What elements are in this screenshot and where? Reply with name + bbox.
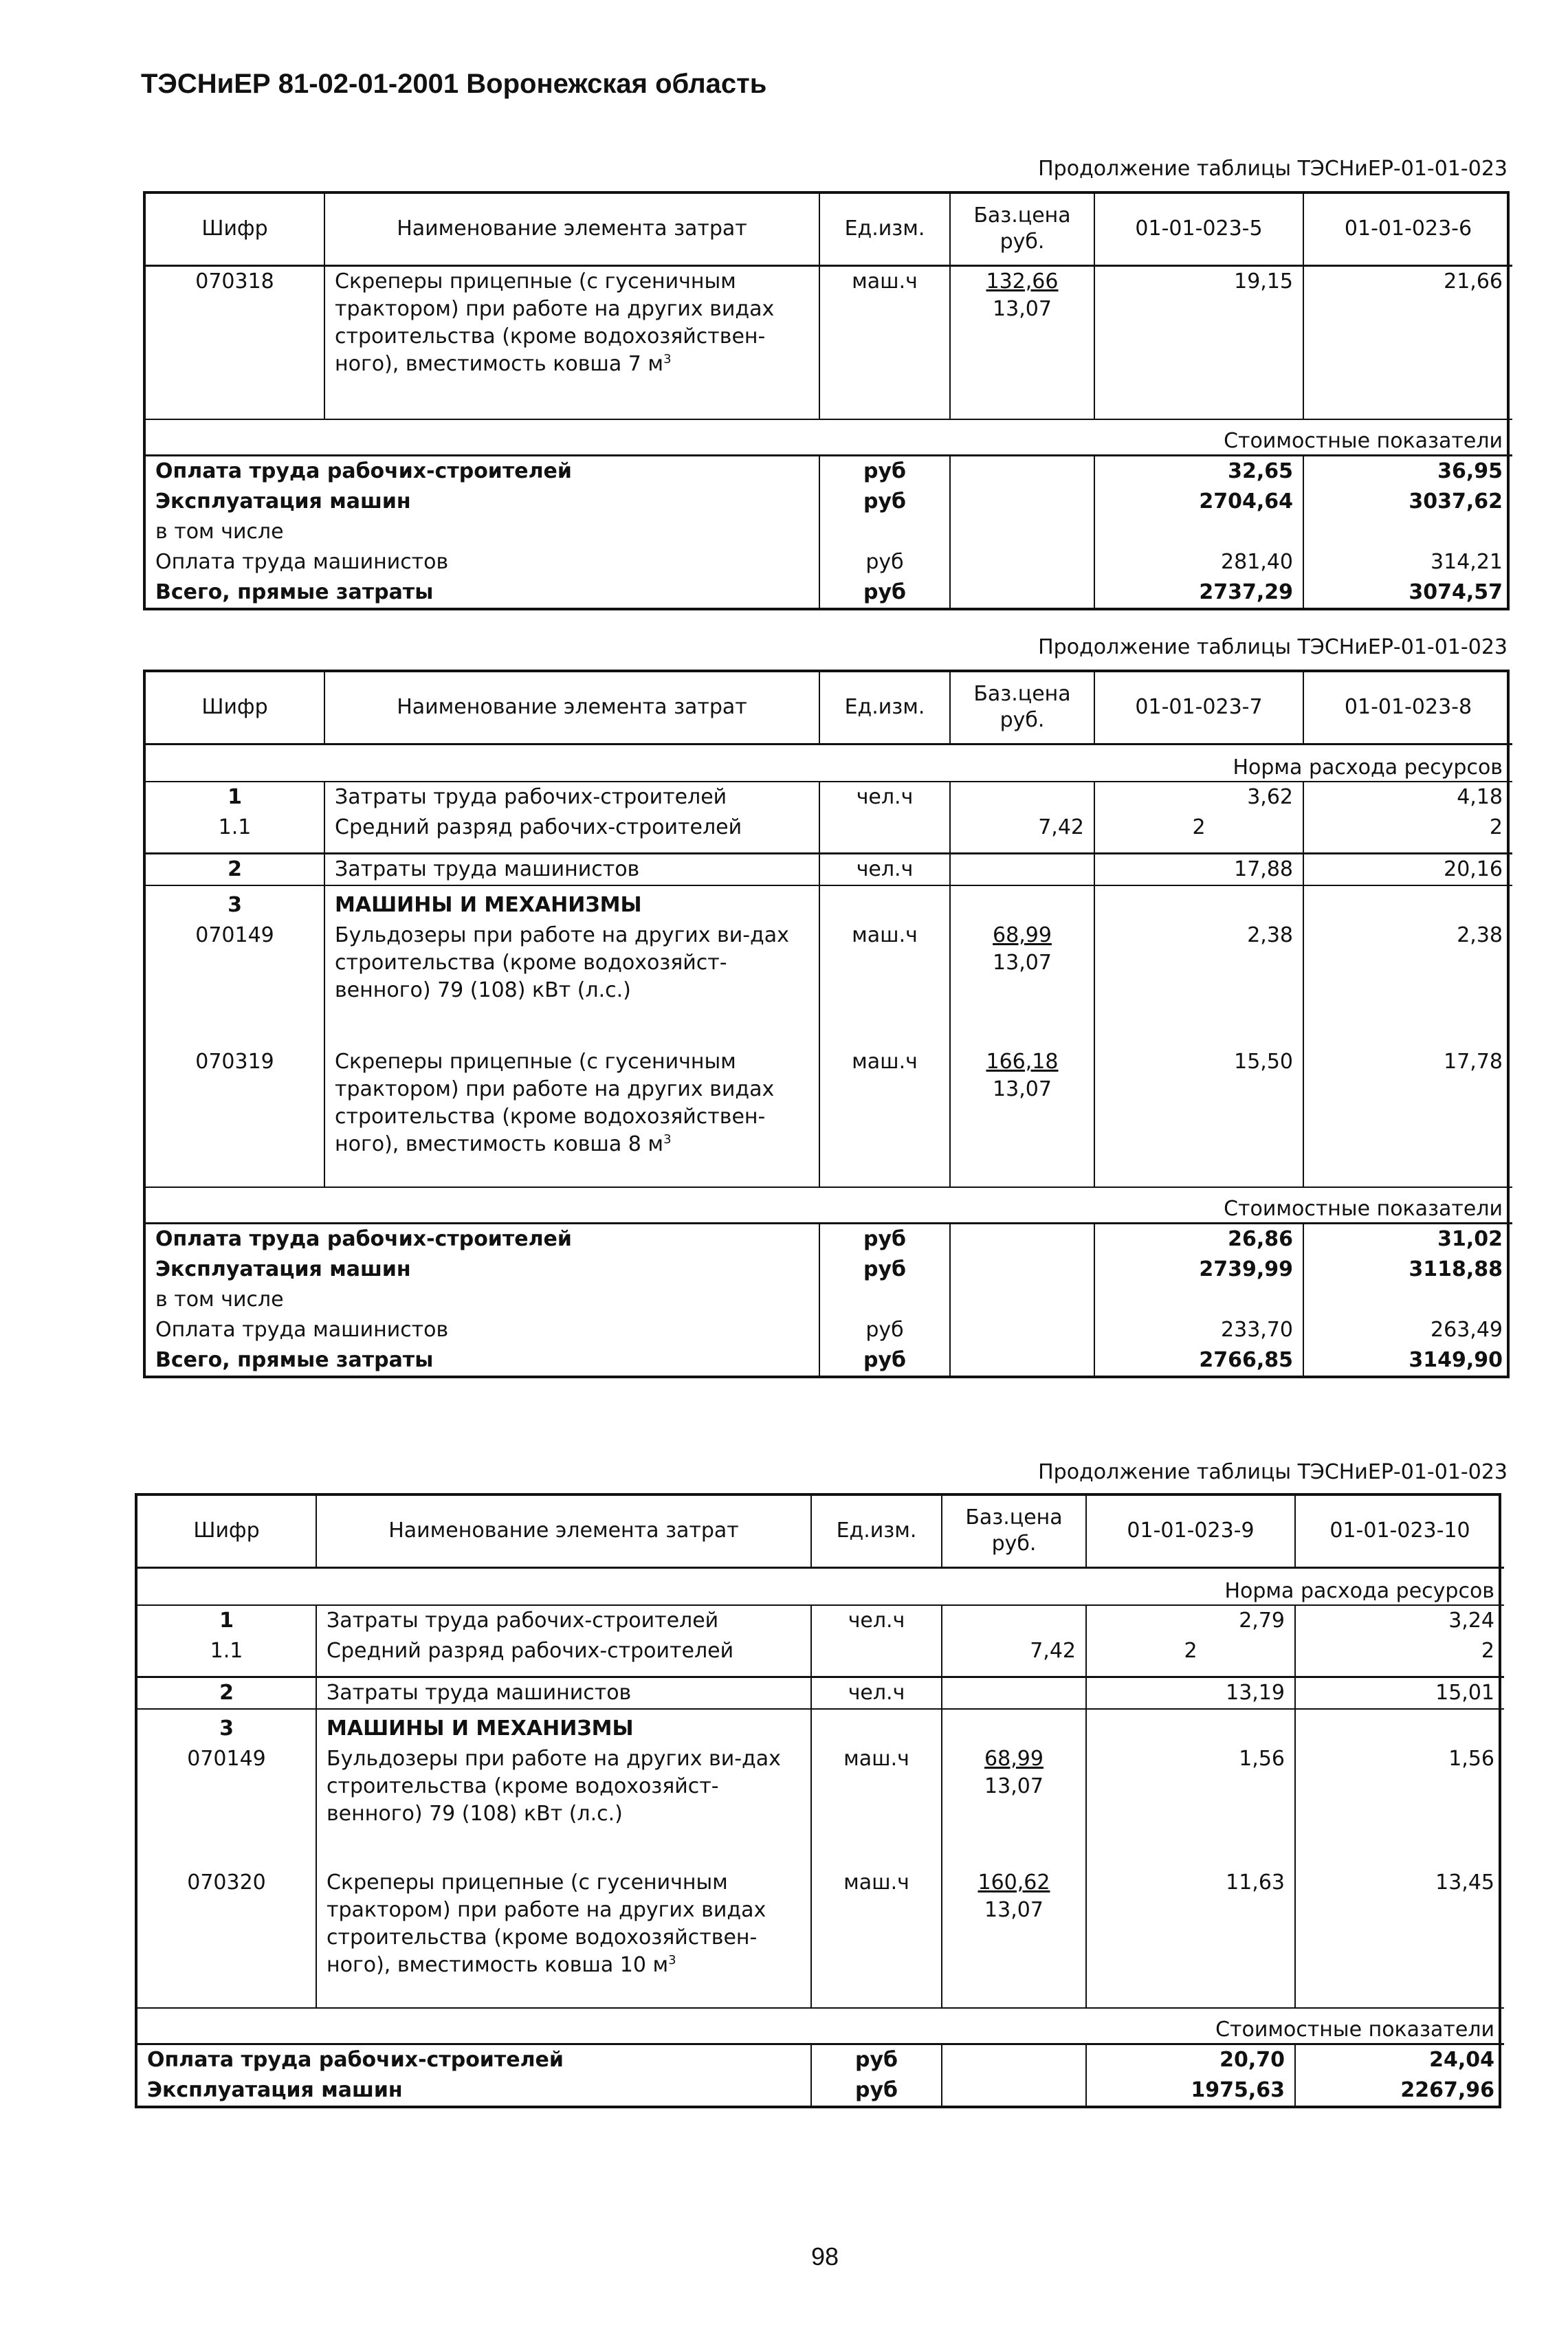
summary-value: 24,04 <box>1295 2044 1504 2076</box>
header-code: Шифр <box>146 194 324 265</box>
row-value: 2,79 <box>1086 1605 1295 1636</box>
row-label: Средний разряд рабочих-строителей <box>316 1636 811 1677</box>
summary-label: Эксплуатация машин <box>155 489 411 514</box>
row-label: Затраты труда машинистов <box>316 1677 811 1710</box>
row-number: 3 <box>219 1717 234 1741</box>
row-number: 1.1 <box>210 1638 243 1663</box>
item-value-1: 1,56 <box>1086 1744 1295 1868</box>
item-name: Скреперы прицепные (с гусеничным трактором) при работе на других видах строительства (кроме водохозяйствен-ного), вместимость ковша 10 $м^3$ <box>316 1868 811 2008</box>
cost-table-1 <box>143 191 1510 610</box>
summary-value: 3149,90 <box>1303 1345 1512 1376</box>
row-price: 7,42 <box>942 1636 1086 1677</box>
summary-label: Оплата труда рабочих-строителей <box>137 2044 811 2076</box>
header-col-1: 01-01-023-5 <box>1094 194 1303 265</box>
header-unit: Ед.изм. <box>819 672 950 744</box>
summary-unit: руб <box>819 547 950 577</box>
row-number: 1 <box>146 782 324 813</box>
summary-label: Эксплуатация машин <box>147 2078 403 2102</box>
item-code: 070319 <box>195 1050 274 1074</box>
header-code: Шифр <box>146 672 324 744</box>
row-value: 2 <box>1086 1636 1295 1677</box>
table-row <box>146 1345 1512 1376</box>
item-unit: маш.ч <box>819 920 950 1047</box>
item-value-1: 11,63 <box>1086 1868 1295 2008</box>
cost-indicators-label: Стоимостные показатели <box>146 1187 1512 1224</box>
summary-unit: руб <box>819 1345 950 1376</box>
item-value-1: 19,15 <box>1094 265 1303 419</box>
row-label: Затраты труда машинистов <box>324 854 819 886</box>
summary-unit: руб <box>819 456 950 487</box>
summary-value: 3118,88 <box>1303 1255 1512 1285</box>
summary-value: 36,95 <box>1303 456 1512 487</box>
item-price: 68,99 13,07 <box>950 920 1094 1047</box>
header-col-1: 01-01-023-9 <box>1086 1496 1295 1567</box>
row-unit: чел.ч <box>811 1605 942 1636</box>
resource-norm-label: Норма расхода ресурсов <box>1224 1578 1494 1603</box>
table-row <box>146 1047 1512 1187</box>
summary-value: 263,49 <box>1303 1315 1512 1345</box>
cost-indicators-label: Стоимостные показатели <box>137 2008 1504 2044</box>
summary-label: в том числе <box>155 1288 284 1312</box>
summary-value: 3074,57 <box>1303 577 1512 608</box>
summary-label: Всего, прямые затраты <box>155 1348 434 1372</box>
item-unit: маш.ч <box>819 265 950 419</box>
header-col-2: 01-01-023-8 <box>1303 672 1512 744</box>
item-value-2: 21,66 <box>1303 265 1512 419</box>
row-label: Затраты труда рабочих-строителей <box>316 1605 811 1636</box>
summary-value: 281,40 <box>1094 547 1303 577</box>
header-unit: Ед.изм. <box>819 194 950 265</box>
item-code: 070320 <box>187 1870 266 1895</box>
summary-value: 2267,96 <box>1295 2075 1504 2106</box>
item-value-1: 15,50 <box>1094 1047 1303 1187</box>
table-row <box>146 885 1512 920</box>
row-value: 15,01 <box>1295 1677 1504 1710</box>
item-price: 68,99 13,07 <box>942 1744 1086 1868</box>
summary-label: Оплата труда рабочих-строителей <box>146 456 819 487</box>
resource-norm-label: Норма расхода ресурсов <box>1233 755 1503 780</box>
row-value: 2 <box>1303 813 1512 854</box>
table-row <box>146 854 1512 886</box>
item-unit: маш.ч <box>819 1047 950 1187</box>
summary-unit: руб <box>819 487 950 517</box>
item-name: Бульдозеры при работе на других ви-дах строительства (кроме водохозяйст-венного) 79 (108) кВт (л.с.) <box>316 1744 811 1868</box>
row-label: Затраты труда рабочих-строителей <box>324 782 819 813</box>
row-number: 1.1 <box>218 815 252 839</box>
table-row <box>146 265 1512 419</box>
summary-value: 233,70 <box>1094 1315 1303 1345</box>
header-unit: Ед.изм. <box>811 1496 942 1567</box>
summary-label: Оплата труда рабочих-строителей <box>146 1224 819 1255</box>
table-row <box>146 487 1512 517</box>
summary-value: 32,65 <box>1094 456 1303 487</box>
item-name: Скреперы прицепные (с гусеничным трактором) при работе на других видах строительства (кроме водохозяйствен-ного), вместимость ковша 7 $м^3$ <box>324 265 819 419</box>
table-row <box>137 1744 1504 1868</box>
item-value-1: 2,38 <box>1094 920 1303 1047</box>
row-number: 2 <box>146 854 324 886</box>
table-row <box>146 782 1512 813</box>
continuation-caption: Продолжение таблицы ТЭСНиЕР-01-01-023 <box>1038 1460 1508 1484</box>
summary-unit: руб <box>811 2075 942 2106</box>
summary-unit: руб <box>811 2044 942 2076</box>
page-number: 98 <box>811 2242 839 2271</box>
summary-value: 2737,29 <box>1094 577 1303 608</box>
cost-indicators-label: Стоимостные показатели <box>146 419 1512 456</box>
table-row <box>137 2044 1504 2076</box>
summary-value: 1975,63 <box>1086 2075 1295 2106</box>
table-row <box>137 1605 1504 1636</box>
row-value: 13,19 <box>1086 1677 1295 1710</box>
header-base-price: Баз.цена руб. <box>950 672 1094 744</box>
table-row <box>146 1315 1512 1345</box>
summary-label: Всего, прямые затраты <box>155 580 434 604</box>
summary-unit: руб <box>819 1315 950 1345</box>
row-number: 1 <box>137 1605 316 1636</box>
table-row <box>146 547 1512 577</box>
header-code: Шифр <box>137 1496 316 1567</box>
summary-unit: руб <box>819 1255 950 1285</box>
row-unit: чел.ч <box>811 1677 942 1710</box>
summary-label: Оплата труда машинистов <box>155 550 449 574</box>
row-unit: чел.ч <box>819 782 950 813</box>
item-code: 070149 <box>195 923 274 947</box>
continuation-caption: Продолжение таблицы ТЭСНиЕР-01-01-023 <box>1038 635 1508 659</box>
table-row <box>146 577 1512 608</box>
item-price: 132,66 13,07 <box>950 265 1094 419</box>
table-row <box>137 1636 1504 1677</box>
item-price: 160,62 13,07 <box>942 1868 1086 2008</box>
row-value: 2 <box>1295 1636 1504 1677</box>
item-code: 070149 <box>187 1747 266 1771</box>
table-row <box>146 1285 1512 1315</box>
summary-value: 2766,85 <box>1094 1345 1303 1376</box>
continuation-caption: Продолжение таблицы ТЭСНиЕР-01-01-023 <box>1038 157 1508 181</box>
row-number: 2 <box>137 1677 316 1710</box>
table-row <box>137 1868 1504 2008</box>
header-col-2: 01-01-023-10 <box>1295 1496 1504 1567</box>
header-base-price: Баз.цена руб. <box>950 194 1094 265</box>
row-value: 2 <box>1094 813 1303 854</box>
table-row <box>146 1255 1512 1285</box>
item-value-2: 1,56 <box>1295 1744 1504 1868</box>
item-name: Скреперы прицепные (с гусеничным трактором) при работе на других видах строительства (кроме водохозяйствен-ного), вместимость ковша 8 $м^3$ <box>324 1047 819 1187</box>
item-unit: маш.ч <box>811 1868 942 2008</box>
summary-unit: руб <box>819 577 950 608</box>
item-value-2: 13,45 <box>1295 1868 1504 2008</box>
table-row <box>146 920 1512 1047</box>
item-price: 166,18 13,07 <box>950 1047 1094 1187</box>
item-code: 070318 <box>195 269 274 294</box>
row-unit: чел.ч <box>819 854 950 886</box>
summary-value: 3037,62 <box>1303 487 1512 517</box>
table-row <box>146 456 1512 487</box>
header-col-1: 01-01-023-7 <box>1094 672 1303 744</box>
item-unit: маш.ч <box>811 1744 942 1868</box>
item-value-2: 2,38 <box>1303 920 1512 1047</box>
row-value: 17,88 <box>1094 854 1303 886</box>
cost-table-3 <box>135 1493 1501 2108</box>
table-row <box>146 813 1512 854</box>
cost-table-2 <box>143 670 1510 1378</box>
section-heading: МАШИНЫ И МЕХАНИЗМЫ <box>324 885 819 920</box>
item-value-2: 17,78 <box>1303 1047 1512 1187</box>
header-name: Наименование элемента затрат <box>324 672 819 744</box>
summary-label: Оплата труда машинистов <box>155 1318 449 1342</box>
row-number: 3 <box>228 893 242 917</box>
summary-label: Эксплуатация машин <box>155 1257 411 1281</box>
row-value: 3,24 <box>1295 1605 1504 1636</box>
summary-value: 31,02 <box>1303 1224 1512 1255</box>
summary-value: 20,70 <box>1086 2044 1295 2076</box>
header-col-2: 01-01-023-6 <box>1303 194 1512 265</box>
summary-value: 26,86 <box>1094 1224 1303 1255</box>
summary-value: 314,21 <box>1303 547 1512 577</box>
summary-value: 2739,99 <box>1094 1255 1303 1285</box>
row-label: Средний разряд рабочих-строителей <box>324 813 819 854</box>
table-row <box>146 517 1512 547</box>
table-row <box>137 2075 1504 2106</box>
table-row <box>137 1677 1504 1710</box>
document-title: ТЭСНиЕР 81-02-01-2001 Воронежская область <box>141 69 767 99</box>
section-heading: МАШИНЫ И МЕХАНИЗМЫ <box>316 1709 811 1744</box>
row-price: 7,42 <box>950 813 1094 854</box>
header-base-price: Баз.цена руб. <box>942 1496 1086 1567</box>
summary-value: 2704,64 <box>1094 487 1303 517</box>
item-name: Бульдозеры при работе на других ви-дах строительства (кроме водохозяйст-венного) 79 (108) кВт (л.с.) <box>324 920 819 1047</box>
header-name: Наименование элемента затрат <box>316 1496 811 1567</box>
header-name: Наименование элемента затрат <box>324 194 819 265</box>
row-value: 20,16 <box>1303 854 1512 886</box>
table-row <box>146 1224 1512 1255</box>
table-row <box>137 1709 1504 1744</box>
summary-unit: руб <box>819 1224 950 1255</box>
summary-label: в том числе <box>155 520 284 544</box>
row-value: 3,62 <box>1094 782 1303 813</box>
row-value: 4,18 <box>1303 782 1512 813</box>
